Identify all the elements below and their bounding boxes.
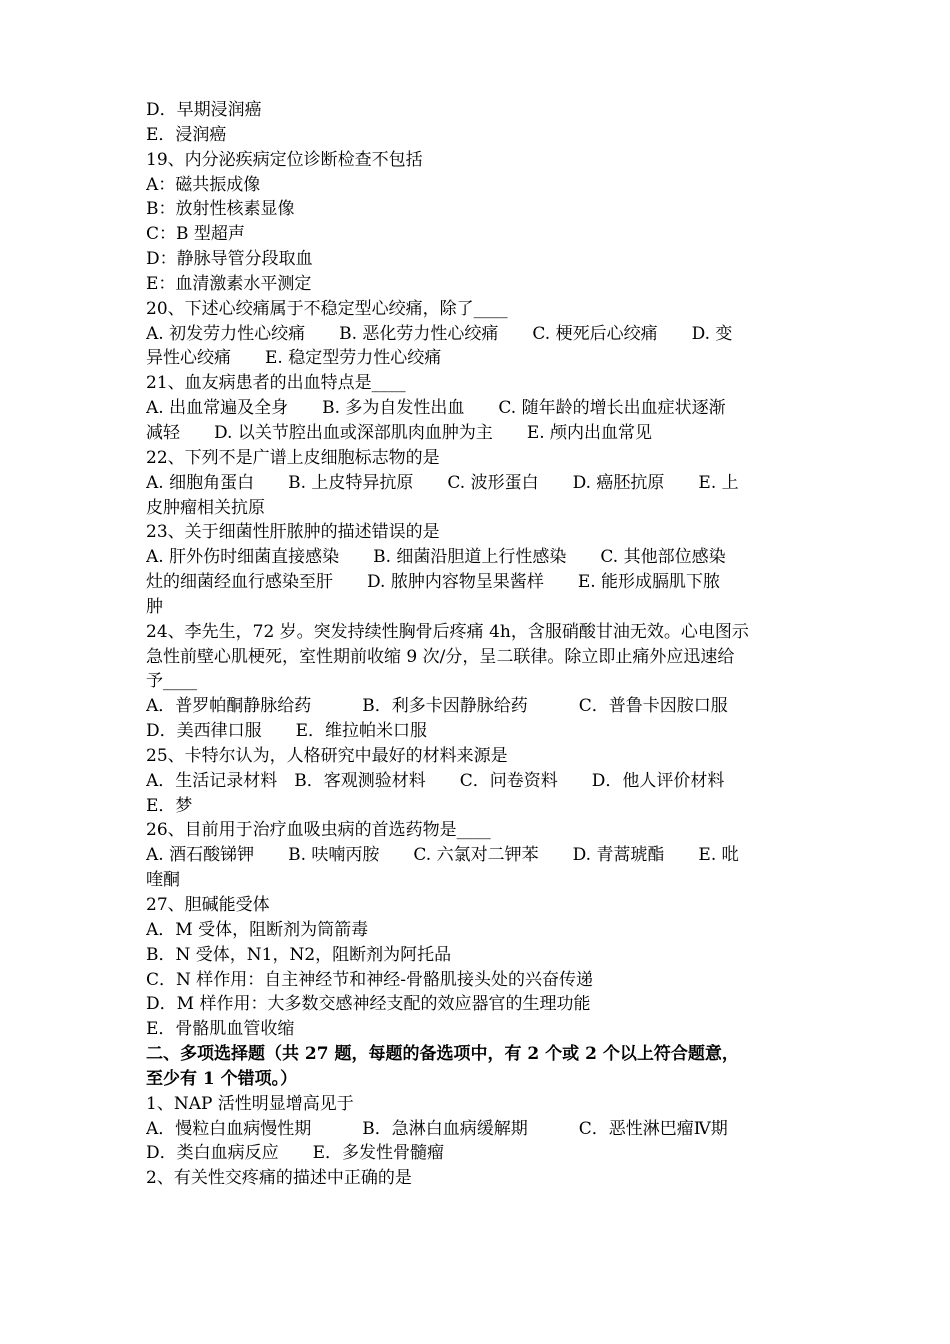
- section-heading-line: 至少有 1 个错项。）: [146, 1068, 298, 1089]
- text-line: A. 肝外伤时细菌直接感染 B. 细菌沿胆道上行性感染 C. 其他部位感染: [146, 547, 726, 568]
- text-line: A. 初发劳力性心绞痛 B. 恶化劳力性心绞痛 C. 梗死后心绞痛 D. 变: [146, 323, 733, 344]
- text-line: A. 酒石酸锑钾 B. 呋喃丙胺 C. 六氯对二钾苯 D. 青蒿琥酯 E. 吡: [146, 845, 739, 866]
- text-line: A．慢粒白血病慢性期 B．急淋白血病缓解期 C．恶性淋巴瘤Ⅳ期: [146, 1118, 728, 1139]
- text-line: 20、下述心绞痛属于不稳定型心绞痛，除了____: [146, 298, 508, 319]
- text-line: B．N 受体，N1，N2，阻断剂为阿托品: [146, 944, 452, 965]
- text-line: D．M 样作用：大多数交感神经支配的效应器官的生理功能: [146, 994, 591, 1015]
- text-line: 减轻 D. 以关节腔出血或深部肌肉血肿为主 E. 颅内出血常见: [146, 422, 653, 443]
- text-line: 予____: [146, 671, 197, 692]
- text-line: A．M 受体，阻断剂为筒箭毒: [146, 919, 369, 940]
- text-line: A. 出血常遍及全身 B. 多为自发性出血 C. 随年龄的增长出血症状逐渐: [146, 398, 726, 419]
- text-line: 25、卡特尔认为，人格研究中最好的材料来源是: [146, 745, 508, 766]
- text-line: 19、内分泌疾病定位诊断检查不包括: [146, 149, 423, 170]
- text-line: 26、目前用于治疗血吸虫病的首选药物是____: [146, 820, 491, 841]
- text-line: 肿: [146, 596, 163, 617]
- text-line: B：放射性核素显像: [146, 199, 295, 220]
- text-line: 1、NAP 活性明显增高见于: [146, 1093, 354, 1114]
- text-line: 23、关于细菌性肝脓肿的描述错误的是: [146, 522, 440, 543]
- text-line: E．浸润癌: [146, 124, 227, 145]
- text-line: 灶的细菌经血行感染至肝 D. 脓肿内容物呈果酱样 E. 能形成膈肌下脓: [146, 572, 721, 593]
- section-heading-line: 二、多项选择题（共 27 题，每题的备选项中，有 2 个或 2 个以上符合题意，: [146, 1044, 739, 1065]
- text-line: 24、李先生，72 岁。突发持续性胸骨后疼痛 4h，含服硝酸甘油无效。心电图示: [146, 621, 749, 642]
- text-line: 喹酮: [146, 870, 180, 891]
- text-line: C：B 型超声: [146, 224, 245, 245]
- text-line: 21、血友病患者的出血特点是____: [146, 373, 406, 394]
- text-line: E．骨骼肌血管收缩: [146, 1019, 295, 1040]
- text-line: A：磁共振成像: [146, 174, 261, 195]
- text-line: 异性心绞痛 E. 稳定型劳力性心绞痛: [146, 348, 442, 369]
- text-line: A．生活记录材料 B．客观测验材料 C．问卷资料 D．他人评价材料: [146, 770, 725, 791]
- text-line: 2、有关性交疼痛的描述中正确的是: [146, 1168, 412, 1189]
- text-line: D．类白血病反应 E．多发性骨髓瘤: [146, 1143, 445, 1164]
- text-line: A. 细胞角蛋白 B. 上皮特异抗原 C. 波形蛋白 D. 癌胚抗原 E. 上: [146, 472, 739, 493]
- text-line: 急性前壁心肌梗死，室性期前收缩 9 次/分，呈二联律。除立即止痛外应迅速给: [146, 646, 735, 667]
- text-line: D．早期浸润癌: [146, 100, 262, 120]
- text-line: E．梦: [146, 795, 193, 816]
- document-content: [146, 98, 811, 1191]
- text-line: D：静脉导管分段取血: [146, 249, 313, 270]
- text-line: A．普罗帕酮静脉给药 B．利多卡因静脉给药 C．普鲁卡因胺口服: [146, 696, 728, 717]
- text-line: E：血清激素水平测定: [146, 273, 312, 294]
- text-line: 22、下列不是广谱上皮细胞标志物的是: [146, 447, 440, 468]
- text-line: 27、胆碱能受体: [146, 895, 270, 915]
- text-line: D．美西律口服 E．维拉帕米口服: [146, 721, 428, 742]
- text-line: C．N 样作用：自主神经节和神经-骨骼肌接头处的兴奋传递: [146, 969, 594, 990]
- text-line: 皮肿瘤相关抗原: [146, 497, 265, 518]
